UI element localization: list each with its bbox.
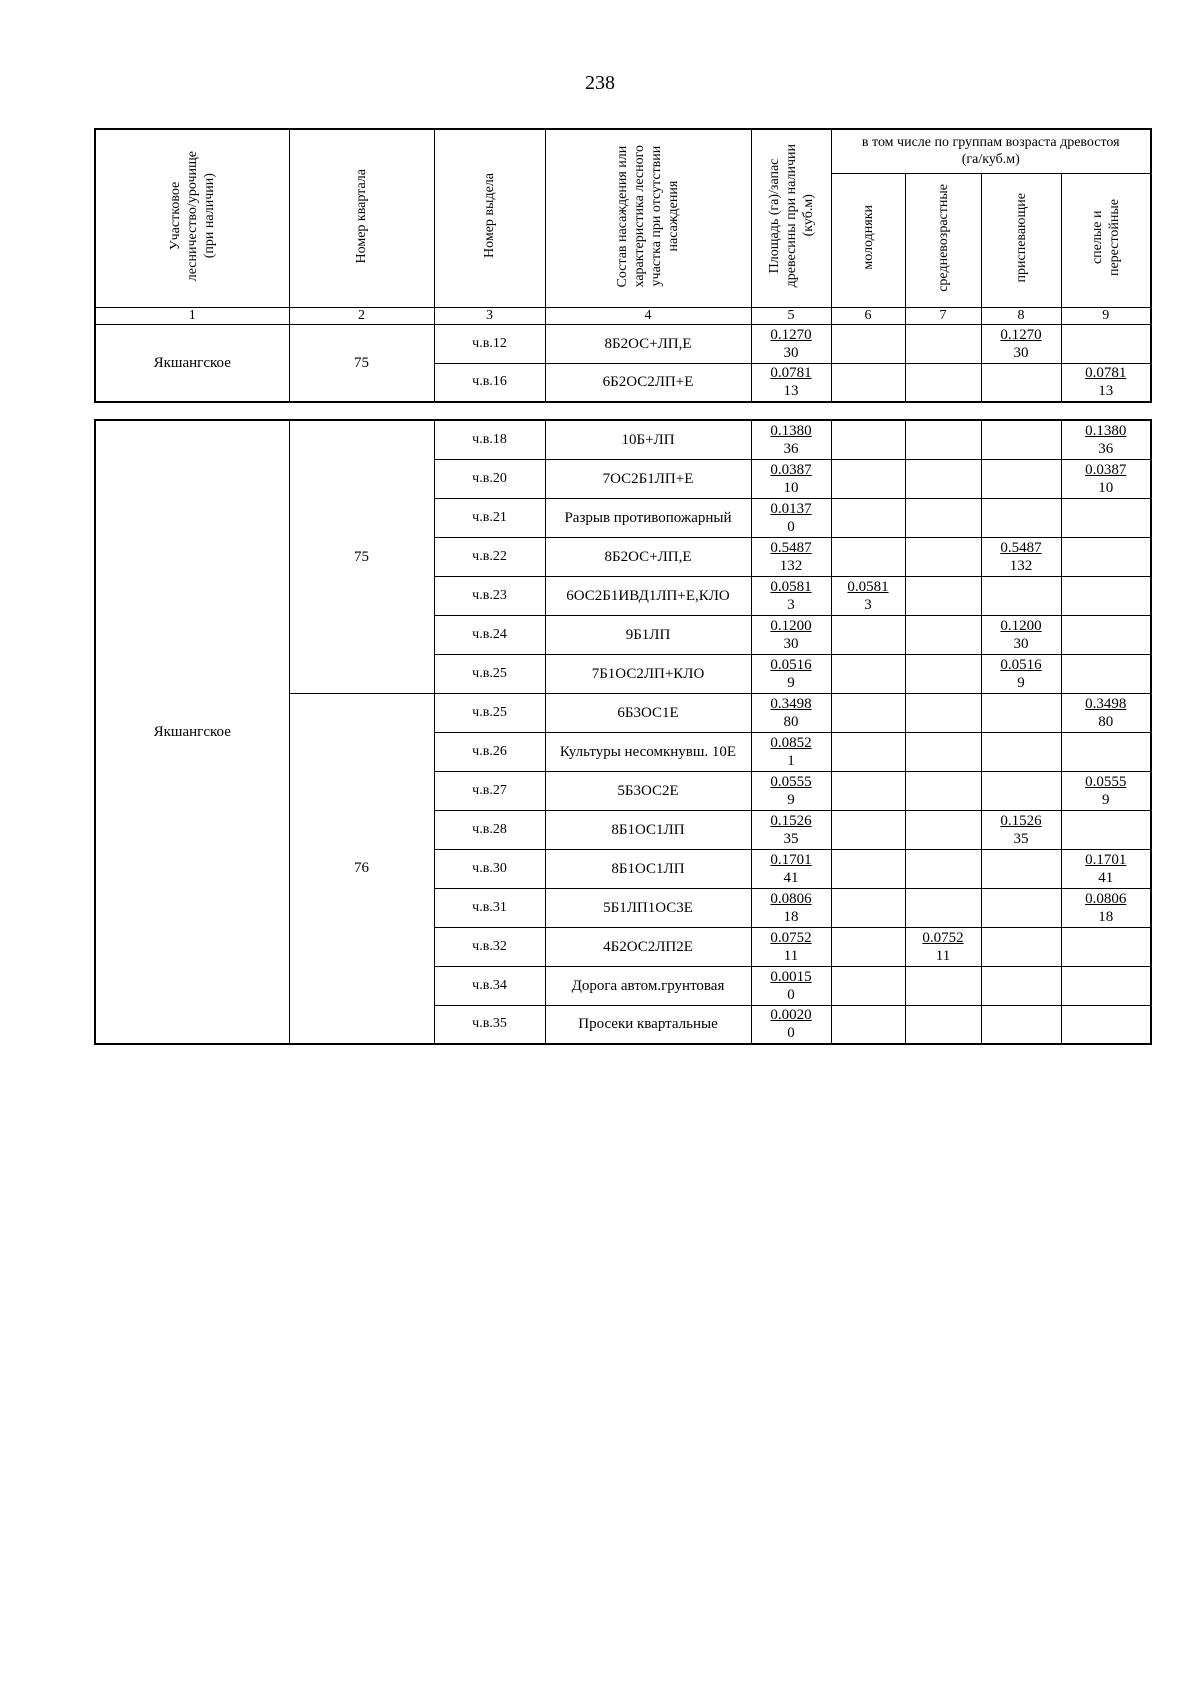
area-value: 0.0555: [1085, 773, 1127, 790]
vydel-cell: ч.в.27: [434, 771, 545, 810]
header-label-line: насаждения: [666, 180, 681, 252]
stock-value: 35: [1013, 830, 1029, 847]
premature-cell: [981, 615, 1061, 654]
mature-cell: [1061, 459, 1151, 498]
mature-cell: [1061, 732, 1151, 771]
mature-cell: [1061, 810, 1151, 849]
middle-aged-cell: [905, 537, 981, 576]
composition-cell: 6Б2ОС2ЛП+Е: [545, 363, 751, 402]
composition-cell: 4Б2ОС2ЛП2Е: [545, 927, 751, 966]
forest-table-2: [94, 419, 1152, 1045]
header-label-line: спелые и: [1089, 210, 1105, 265]
young-cell: [831, 810, 905, 849]
area-value: 0.0806: [770, 890, 812, 907]
table-row: [95, 420, 1151, 459]
vydel-cell: ч.в.20: [434, 459, 545, 498]
young-cell: [831, 966, 905, 1005]
young-cell: [831, 537, 905, 576]
area-stock-cell: [751, 324, 831, 363]
stock-value: 9: [787, 791, 795, 808]
young-cell: [831, 888, 905, 927]
header-label-line: средневозрастные: [935, 183, 951, 292]
composition-cell: 10Б+ЛП: [545, 420, 751, 459]
stock-value: 36: [1098, 440, 1114, 457]
composition-cell: 6ОС2Б1ИВД1ЛП+Е,КЛО: [545, 576, 751, 615]
composition-cell: Разрыв противопожарный: [545, 498, 751, 537]
column-number: 1: [95, 307, 289, 324]
stock-value: 132: [779, 557, 803, 574]
area-value: 0.0806: [1085, 890, 1127, 907]
composition-cell: 8Б2ОС+ЛП,Е: [545, 324, 751, 363]
area-value: 0.0852: [770, 734, 812, 751]
area-stock-cell: [751, 498, 831, 537]
stock-value: 132: [1009, 557, 1033, 574]
area-value: 0.0137: [770, 500, 812, 517]
area-value: 0.1526: [770, 812, 812, 829]
column-number: 8: [981, 307, 1061, 324]
area-value: 0.0020: [770, 1007, 812, 1024]
area-value: 0.0781: [770, 365, 812, 382]
area-value: 0.1270: [770, 326, 812, 343]
area-value: 0.0581: [770, 578, 812, 595]
mature-cell: [1061, 771, 1151, 810]
composition-cell: 5Б3ОС2Е: [545, 771, 751, 810]
forestry-cell: Якшангское: [95, 324, 289, 402]
middle-aged-cell: [905, 966, 981, 1005]
header-label-line: молодняки: [860, 205, 876, 270]
stock-value: 30: [783, 344, 799, 361]
area-value: 0.0752: [770, 929, 812, 946]
area-stock-cell: [751, 966, 831, 1005]
premature-cell: [981, 459, 1061, 498]
middle-aged-cell: [905, 927, 981, 966]
vydel-cell: ч.в.31: [434, 888, 545, 927]
area-value: 0.1200: [770, 617, 812, 634]
premature-cell: [981, 849, 1061, 888]
mature-cell: [1061, 849, 1151, 888]
stock-value: 3: [787, 596, 795, 613]
area-stock-cell: [751, 420, 831, 459]
premature-cell: [981, 1005, 1061, 1044]
vydel-cell: ч.в.22: [434, 537, 545, 576]
area-value: 0.3498: [1085, 695, 1127, 712]
stock-value: 30: [1013, 344, 1029, 361]
header-middle-aged: [905, 173, 981, 307]
area-value: 0.0516: [1000, 656, 1042, 673]
stock-value: 80: [783, 713, 799, 730]
table-row: [95, 324, 1151, 363]
vydel-cell: ч.в.12: [434, 324, 545, 363]
header-forestry: [95, 129, 289, 307]
stock-value: 30: [783, 635, 799, 652]
stock-value: 35: [783, 830, 799, 847]
column-number: 9: [1061, 307, 1151, 324]
area-value: 0.1701: [1085, 851, 1127, 868]
middle-aged-cell: [905, 324, 981, 363]
stock-value: 3: [864, 596, 872, 613]
vydel-cell: ч.в.21: [434, 498, 545, 537]
stock-value: 18: [783, 908, 799, 925]
column-number: 4: [545, 307, 751, 324]
young-cell: [831, 771, 905, 810]
young-cell: [831, 1005, 905, 1044]
stock-value: 9: [1102, 791, 1110, 808]
area-stock-cell: [751, 537, 831, 576]
area-value: 0.0555: [770, 773, 812, 790]
area-stock-cell: [751, 732, 831, 771]
composition-cell: Культуры несомкнувш. 10Е: [545, 732, 751, 771]
young-cell: [831, 732, 905, 771]
header-age-groups: в том числе по группам возраста древостоя (га/куб.м): [831, 129, 1151, 173]
header-vydel: [434, 129, 545, 307]
composition-cell: Дорога автом.грунтовая: [545, 966, 751, 1005]
young-cell: [831, 693, 905, 732]
vydel-cell: ч.в.26: [434, 732, 545, 771]
stock-value: 11: [935, 947, 951, 964]
stock-value: 13: [783, 383, 799, 400]
middle-aged-cell: [905, 498, 981, 537]
quarter-cell: 75: [289, 324, 434, 402]
stock-value: 0: [787, 986, 795, 1003]
premature-cell: [981, 654, 1061, 693]
area-value: 0.0581: [847, 578, 889, 595]
middle-aged-cell: [905, 654, 981, 693]
stock-value: 9: [787, 674, 795, 691]
composition-cell: Просеки квартальные: [545, 1005, 751, 1044]
header-label-line: древесины при наличии: [783, 144, 799, 288]
header-label-line: перестойные: [1106, 198, 1122, 277]
header-composition: [545, 129, 751, 307]
area-stock-cell: [751, 849, 831, 888]
middle-aged-cell: [905, 732, 981, 771]
middle-aged-cell: [905, 459, 981, 498]
mature-cell: [1061, 966, 1151, 1005]
vydel-cell: ч.в.35: [434, 1005, 545, 1044]
header-label-line: Участковое: [167, 181, 183, 250]
area-value: 0.3498: [770, 695, 812, 712]
young-cell: [831, 324, 905, 363]
page-number: 238: [585, 72, 615, 94]
column-number: 7: [905, 307, 981, 324]
premature-cell: [981, 498, 1061, 537]
area-value: 0.0516: [770, 656, 812, 673]
area-value: 0.1701: [770, 851, 812, 868]
header-label-line: (куб.м): [800, 194, 816, 237]
area-stock-cell: [751, 363, 831, 402]
area-value: 0.0015: [770, 968, 812, 985]
header-label-line: Номер выдела: [482, 173, 497, 259]
young-cell: [831, 615, 905, 654]
header-label-line: участка при отсутствии: [649, 145, 664, 287]
vydel-cell: ч.в.34: [434, 966, 545, 1005]
mature-cell: [1061, 537, 1151, 576]
young-cell: [831, 849, 905, 888]
area-stock-cell: [751, 693, 831, 732]
area-stock-cell: [751, 576, 831, 615]
premature-cell: [981, 927, 1061, 966]
premature-cell: [981, 693, 1061, 732]
column-number: 6: [831, 307, 905, 324]
stock-value: 18: [1098, 908, 1114, 925]
premature-cell: [981, 363, 1061, 402]
vydel-cell: ч.в.30: [434, 849, 545, 888]
stock-value: 11: [783, 947, 799, 964]
header-label-line: лесничество/урочище: [184, 150, 200, 281]
quarter-cell: 75: [289, 420, 434, 693]
header-area-stock: [751, 129, 831, 307]
quarter-cell: 76: [289, 693, 434, 1044]
young-cell: [831, 927, 905, 966]
middle-aged-cell: [905, 888, 981, 927]
header-label-line: характеристика лесного: [632, 144, 647, 287]
young-cell: [831, 363, 905, 402]
young-cell: [831, 498, 905, 537]
mature-cell: [1061, 654, 1151, 693]
header-young: [831, 173, 905, 307]
young-cell: [831, 654, 905, 693]
vydel-cell: ч.в.25: [434, 654, 545, 693]
header-label-line: Площадь (га)/запас: [766, 158, 782, 274]
premature-cell: [981, 966, 1061, 1005]
middle-aged-cell: [905, 1005, 981, 1044]
middle-aged-cell: [905, 363, 981, 402]
header-mature: [1061, 173, 1151, 307]
stock-value: 41: [1098, 869, 1114, 886]
header-label-line: приспевающие: [1013, 192, 1029, 283]
area-value: 0.1270: [1000, 326, 1042, 343]
premature-cell: [981, 537, 1061, 576]
mature-cell: [1061, 927, 1151, 966]
mature-cell: [1061, 693, 1151, 732]
composition-cell: 7ОС2Б1ЛП+Е: [545, 459, 751, 498]
area-value: 0.1200: [1000, 617, 1042, 634]
area-stock-cell: [751, 927, 831, 966]
stock-value: 0: [787, 518, 795, 535]
stock-value: 30: [1013, 635, 1029, 652]
vydel-cell: ч.в.24: [434, 615, 545, 654]
stock-value: 13: [1098, 383, 1114, 400]
stock-value: 10: [1098, 479, 1114, 496]
composition-cell: 8Б2ОС+ЛП,Е: [545, 537, 751, 576]
mature-cell: [1061, 615, 1151, 654]
mature-cell: [1061, 1005, 1151, 1044]
header-premature: [981, 173, 1061, 307]
vydel-cell: ч.в.23: [434, 576, 545, 615]
middle-aged-cell: [905, 693, 981, 732]
middle-aged-cell: [905, 849, 981, 888]
area-stock-cell: [751, 810, 831, 849]
area-value: 0.1526: [1000, 812, 1042, 829]
mature-cell: [1061, 576, 1151, 615]
area-value: 0.0387: [770, 461, 812, 478]
premature-cell: [981, 420, 1061, 459]
area-value: 0.0752: [922, 929, 964, 946]
composition-cell: 6Б3ОС1Е: [545, 693, 751, 732]
stock-value: 36: [783, 440, 799, 457]
vydel-cell: ч.в.18: [434, 420, 545, 459]
composition-cell: 8Б1ОС1ЛП: [545, 849, 751, 888]
stock-value: 0: [787, 1025, 795, 1042]
area-value: 0.1380: [1085, 422, 1127, 439]
composition-cell: 7Б1ОС2ЛП+КЛО: [545, 654, 751, 693]
mature-cell: [1061, 420, 1151, 459]
middle-aged-cell: [905, 576, 981, 615]
young-cell: [831, 459, 905, 498]
composition-cell: 5Б1ЛП1ОС3Е: [545, 888, 751, 927]
middle-aged-cell: [905, 420, 981, 459]
mature-cell: [1061, 498, 1151, 537]
area-value: 0.0387: [1085, 461, 1127, 478]
area-stock-cell: [751, 615, 831, 654]
stock-value: 41: [783, 869, 799, 886]
composition-cell: 8Б1ОС1ЛП: [545, 810, 751, 849]
header-quarter: [289, 129, 434, 307]
composition-cell: 9Б1ЛП: [545, 615, 751, 654]
young-cell: [831, 576, 905, 615]
premature-cell: [981, 810, 1061, 849]
middle-aged-cell: [905, 615, 981, 654]
stock-value: 1: [787, 752, 795, 769]
premature-cell: [981, 324, 1061, 363]
header-label-line: Номер квартала: [354, 168, 369, 263]
premature-cell: [981, 771, 1061, 810]
header-label-line: (при наличии): [201, 173, 217, 259]
young-cell: [831, 420, 905, 459]
forest-table-1: [94, 128, 1152, 403]
area-value: 0.1380: [770, 422, 812, 439]
stock-value: 9: [1017, 674, 1025, 691]
mature-cell: [1061, 324, 1151, 363]
area-value: 0.5487: [1000, 539, 1042, 556]
middle-aged-cell: [905, 771, 981, 810]
vydel-cell: ч.в.16: [434, 363, 545, 402]
mature-cell: [1061, 363, 1151, 402]
middle-aged-cell: [905, 810, 981, 849]
area-stock-cell: [751, 654, 831, 693]
column-number: 3: [434, 307, 545, 324]
premature-cell: [981, 732, 1061, 771]
premature-cell: [981, 888, 1061, 927]
area-stock-cell: [751, 1005, 831, 1044]
vydel-cell: ч.в.25: [434, 693, 545, 732]
header-label-line: Состав насаждения или: [615, 144, 630, 287]
area-stock-cell: [751, 459, 831, 498]
forestry-cell: Якшангское: [95, 420, 289, 1044]
area-stock-cell: [751, 771, 831, 810]
area-value: 0.5487: [770, 539, 812, 556]
stock-value: 10: [783, 479, 799, 496]
stock-value: 80: [1098, 713, 1114, 730]
mature-cell: [1061, 888, 1151, 927]
premature-cell: [981, 576, 1061, 615]
area-value: 0.0781: [1085, 365, 1127, 382]
area-stock-cell: [751, 888, 831, 927]
column-number: 5: [751, 307, 831, 324]
column-number: 2: [289, 307, 434, 324]
vydel-cell: ч.в.32: [434, 927, 545, 966]
vydel-cell: ч.в.28: [434, 810, 545, 849]
